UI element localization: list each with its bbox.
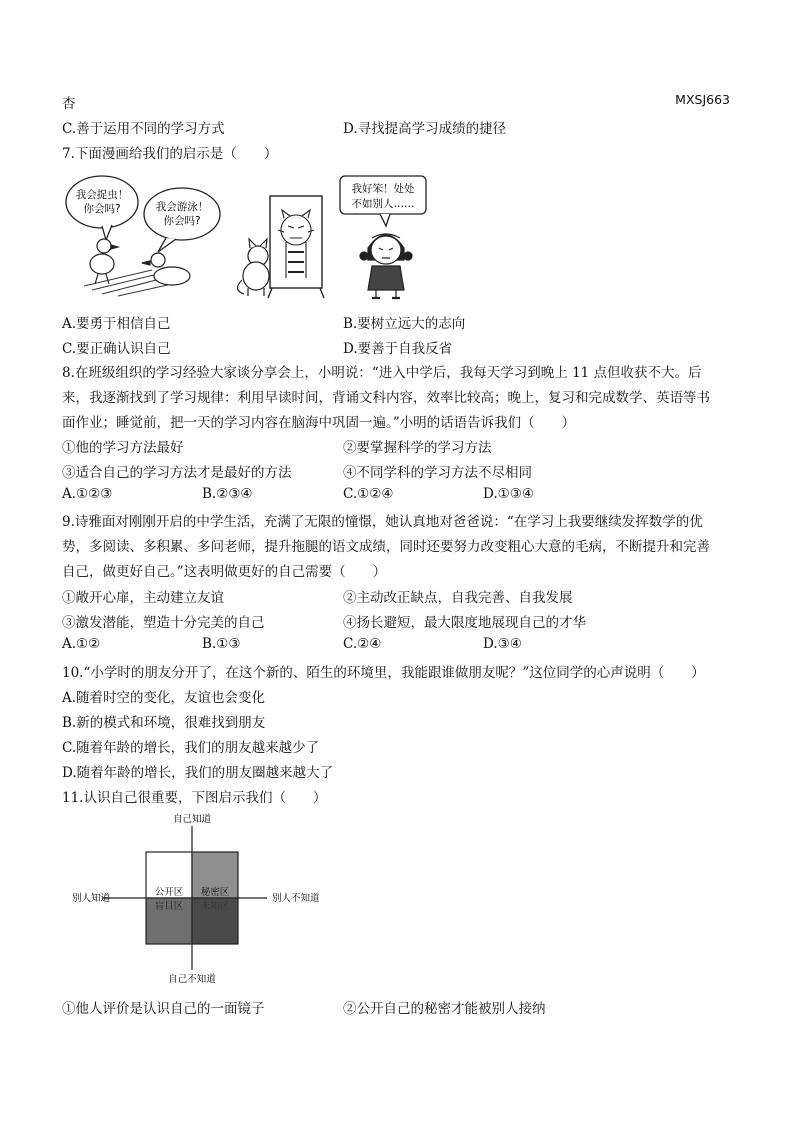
q10-option-b: B.新的模式和环境，很难找到朋友 [62,715,266,731]
q10-stem: 10.“小学时的朋友分开了，在这个新的、陌生的环境里，我能跟谁做朋友呢？”这位同学的心声说明（ ） [62,665,705,681]
q8-statement-4: ④不同学科的学习方法不尽相同 [343,465,532,481]
q9-stem-line2: 势，多阅读、多积累、多问老师，提升拖腿的语文成绩，同时还要努力改变粗心大意的毛病，不断提升和完善 [62,539,710,555]
q10-option-a: A.随着时空的变化，友谊也会变化 [62,690,266,706]
johari-window-diagram [62,810,342,990]
q7-option-d: D.要善于自我反省 [343,341,453,357]
quadrant-secret-label: 秘密区 [200,887,230,898]
quadrant-unknown-label: 未知区 [200,901,230,912]
q9-stem-line1: 9.诗雅面对刚刚开启的中学生活，充满了无限的憧憬，她认真地对爸爸说：“在学习上我要继续发挥数学的优 [62,514,703,530]
q7-comic-left [62,168,352,300]
quadrant-blind-label: 盲目区 [154,901,184,912]
q9-option-d: D.③④ [483,636,522,652]
q8-statement-1: ①他的学习方法最好 [62,440,184,456]
q9-statement-4: ④扬长避短，最大限度地展现自己的才华 [343,615,586,631]
q10-option-d: D.随着年龄的增长，我们的朋友圈越来越大了 [62,765,334,781]
q8-option-d: D.①③④ [483,486,534,502]
q11-statement-2: ②公开自己的秘密才能被别人接纳 [343,1001,546,1017]
diagram-label-top: 自己知道 [172,814,212,825]
q6-option-d: D.寻找提高学习成绩的捷径 [343,121,507,137]
comic-bubble2-line2: 你会吗? [163,215,201,227]
diagram-label-right: 别人不知道 [272,893,320,904]
q9-option-b: B.①③ [202,636,241,652]
q8-option-b: B.②③④ [202,486,253,502]
girl-drawing [360,234,412,298]
q9-statement-3: ③激发潜能，塑造十分完美的自己 [62,615,265,631]
q8-option-c: C.①②④ [343,486,394,502]
q7-option-c: C.要正确认识自己 [62,341,171,357]
quadrant-public-label: 公开区 [154,887,184,898]
diagram-label-left: 别人知道 [72,893,111,904]
cat-drawing [237,239,269,296]
mirror-drawing [268,196,324,298]
q8-statement-3: ③适合自己的学习方法才是最好的方法 [62,465,292,481]
q11-statement-1: ①他人评价是认识自己的一面镜子 [62,1001,265,1017]
q9-stem-line3: 自己，做更好自己。”这表明做更好的自己需要（ ） [62,564,387,580]
duck-drawing [142,253,190,285]
comic-bubble3-line1: 我好笨！处处 [351,183,415,195]
q11-stem: 11.认识自己很重要，下图启示我们（ ） [62,790,327,806]
q9-option-a: A.①② [62,636,101,652]
q7-option-a: A.要勇于相信自己 [62,316,171,332]
q8-option-a: A.①②③ [62,486,113,502]
q7-comic-right [336,172,436,302]
q9-statement-1: ①敞开心扉，主动建立友谊 [62,590,224,606]
q7-option-b: B.要树立远大的志向 [343,316,466,332]
diagram-label-bottom: 自己不知道 [168,974,216,985]
chicken-drawing [90,239,118,284]
header-code: MXSJ663 [675,92,730,107]
q9-statement-2: ②主动改正缺点，自我完善、自我发展 [343,590,573,606]
q10-option-c: C.随着年龄的增长，我们的朋友越来越少了 [62,740,320,756]
q8-stem-line2: 来，我逐渐找到了学习规律：利用早读时间，背诵文科内容，效率比较高；晚上，复习和完成数学、英语等书 [62,390,710,406]
q6-option-c: C.善于运用不同的学习方式 [62,121,225,137]
q8-stem-line1: 8.在班级组织的学习经验大家谈分享会上，小明说：“进入中学后，我每天学习到晚上 11 点但收获不大。后 [62,365,702,381]
q7-stem: 7.下面漫画给我们的启示是（ ） [62,146,278,162]
header-left: 杏 [62,96,76,112]
comic-bubble1-line1: 我会捉虫！ [75,189,129,201]
comic-bubble2-line1: 我会游泳！ [155,201,209,213]
comic-bubble3-line2: 不如别人…… [351,198,415,210]
q8-statement-2: ②要掌握科学的学习方法 [343,440,492,456]
q8-stem-line3: 面作业；睡觉前，把一天的学习内容在脑海中巩固一遍。”小明的话语告诉我们（ ） [62,415,576,431]
comic-bubble1-line2: 你会吗? [83,203,121,215]
q9-option-c: C.②④ [343,636,382,652]
